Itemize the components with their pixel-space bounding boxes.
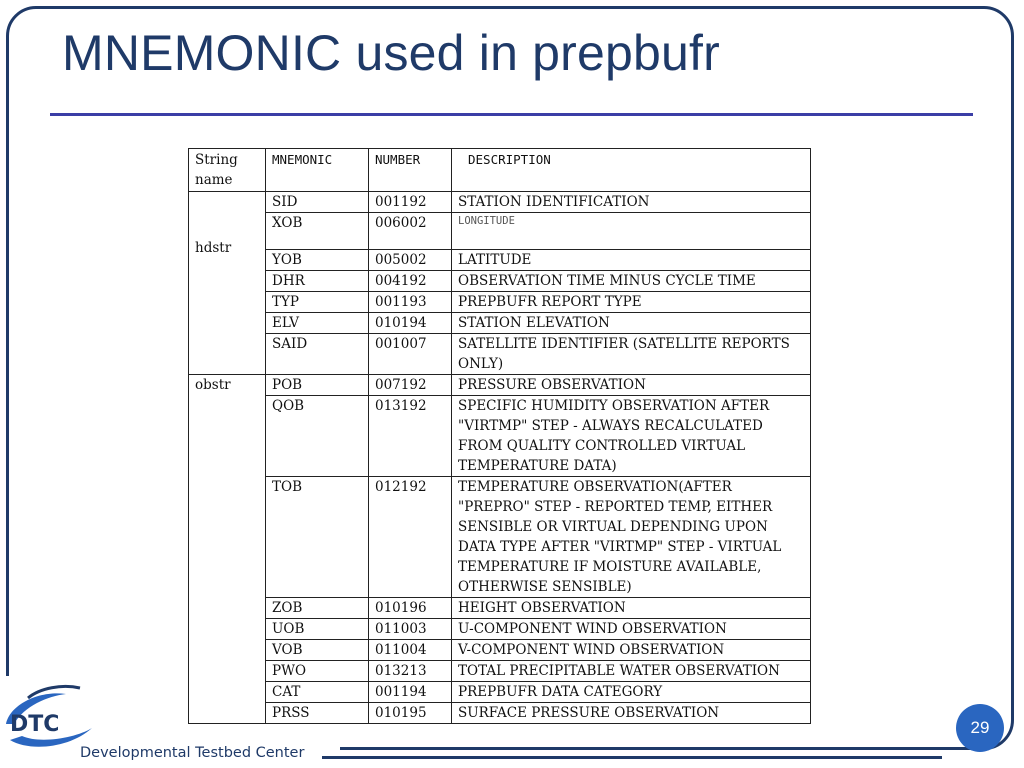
header-description: DESCRIPTION xyxy=(452,149,811,192)
cell-mnemonic: DHR xyxy=(266,271,369,292)
cell-description: SATELLITE IDENTIFIER (SATELLITE REPORTS ONLY) xyxy=(452,334,811,375)
cell-mnemonic: POB xyxy=(266,375,369,396)
cell-number: 005002 xyxy=(369,250,452,271)
table-row xyxy=(189,619,811,640)
table-row xyxy=(189,313,811,334)
table-row xyxy=(189,292,811,313)
cell-mnemonic: PRSS xyxy=(266,703,369,724)
cell-mnemonic: PWO xyxy=(266,661,369,682)
cell-number: 010196 xyxy=(369,598,452,619)
table-row xyxy=(189,271,811,292)
cell-mnemonic: SAID xyxy=(266,334,369,375)
group-hdstr: hdstr xyxy=(189,192,266,375)
cell-description: SURFACE PRESSURE OBSERVATION xyxy=(452,703,811,724)
table-row xyxy=(189,396,811,477)
cell-number: 013213 xyxy=(369,661,452,682)
table-row xyxy=(189,334,811,375)
cell-mnemonic: SID xyxy=(266,192,369,213)
table-row xyxy=(189,640,811,661)
cell-description: HEIGHT OBSERVATION xyxy=(452,598,811,619)
table-row xyxy=(189,682,811,703)
header-mnemonic: MNEMONIC xyxy=(266,149,369,192)
header-string-name: String name xyxy=(189,149,266,192)
cell-description: LONGITUDE xyxy=(452,213,811,250)
cell-description: SPECIFIC HUMIDITY OBSERVATION AFTER "VIRTMP" STEP - ALWAYS RECALCULATED FROM QUALITY CONTROLLED VIRTUAL TEMPERATURE DATA) xyxy=(452,396,811,477)
cell-mnemonic: YOB xyxy=(266,250,369,271)
cell-mnemonic: UOB xyxy=(266,619,369,640)
cell-description: STATION IDENTIFICATION xyxy=(452,192,811,213)
cell-description: TEMPERATURE OBSERVATION(AFTER "PREPRO" STEP - REPORTED TEMP, EITHER SENSIBLE OR VIRTUAL DEPENDING UPON DATA TYPE AFTER "VIRTMP" STEP - VIRTUAL TEMPERATURE IF MOISTURE AVAILABLE, OTHERWISE SENSIBLE) xyxy=(452,477,811,598)
cell-number: 001193 xyxy=(369,292,452,313)
cell-mnemonic: ELV xyxy=(266,313,369,334)
cell-mnemonic: XOB xyxy=(266,213,369,250)
cell-description: STATION ELEVATION xyxy=(452,313,811,334)
cell-mnemonic: TOB xyxy=(266,477,369,598)
cell-description: V-COMPONENT WIND OBSERVATION xyxy=(452,640,811,661)
table-header-row xyxy=(189,149,811,192)
table-row xyxy=(189,375,811,396)
cell-description: PREPBUFR DATA CATEGORY xyxy=(452,682,811,703)
table-row xyxy=(189,703,811,724)
table-row xyxy=(189,213,811,250)
cell-number: 010195 xyxy=(369,703,452,724)
org-name: Developmental Testbed Center xyxy=(80,745,305,761)
cell-number: 010194 xyxy=(369,313,452,334)
cell-description: U-COMPONENT WIND OBSERVATION xyxy=(452,619,811,640)
table-row xyxy=(189,661,811,682)
table-row xyxy=(189,598,811,619)
title-underline xyxy=(50,113,973,116)
slide-title: MNEMONIC used in prepbufr xyxy=(62,25,721,81)
cell-mnemonic: ZOB xyxy=(266,598,369,619)
cell-number: 011003 xyxy=(369,619,452,640)
cell-mnemonic: VOB xyxy=(266,640,369,661)
cell-number: 001192 xyxy=(369,192,452,213)
group-obstr: obstr xyxy=(189,375,266,724)
cell-number: 011004 xyxy=(369,640,452,661)
cell-number: 007192 xyxy=(369,375,452,396)
cell-mnemonic: TYP xyxy=(266,292,369,313)
footer-rule xyxy=(322,756,942,759)
cell-description: PRESSURE OBSERVATION xyxy=(452,375,811,396)
cell-number: 001194 xyxy=(369,682,452,703)
cell-number: 001007 xyxy=(369,334,452,375)
cell-description: TOTAL PRECIPITABLE WATER OBSERVATION xyxy=(452,661,811,682)
cell-description: LATITUDE xyxy=(452,250,811,271)
cell-description: PREPBUFR REPORT TYPE xyxy=(452,292,811,313)
cell-mnemonic: QOB xyxy=(266,396,369,477)
cell-number: 012192 xyxy=(369,477,452,598)
table-row xyxy=(189,192,811,213)
logo-text: DTC xyxy=(10,712,60,737)
cell-number: 006002 xyxy=(369,213,452,250)
page-number-badge: 29 xyxy=(956,704,1004,752)
dtc-logo xyxy=(0,676,120,756)
cell-number: 004192 xyxy=(369,271,452,292)
table-row xyxy=(189,477,811,598)
header-number: NUMBER xyxy=(369,149,452,192)
mnemonic-table xyxy=(188,148,811,724)
cell-description: OBSERVATION TIME MINUS CYCLE TIME xyxy=(452,271,811,292)
cell-mnemonic: CAT xyxy=(266,682,369,703)
cell-number: 013192 xyxy=(369,396,452,477)
table-row xyxy=(189,250,811,271)
